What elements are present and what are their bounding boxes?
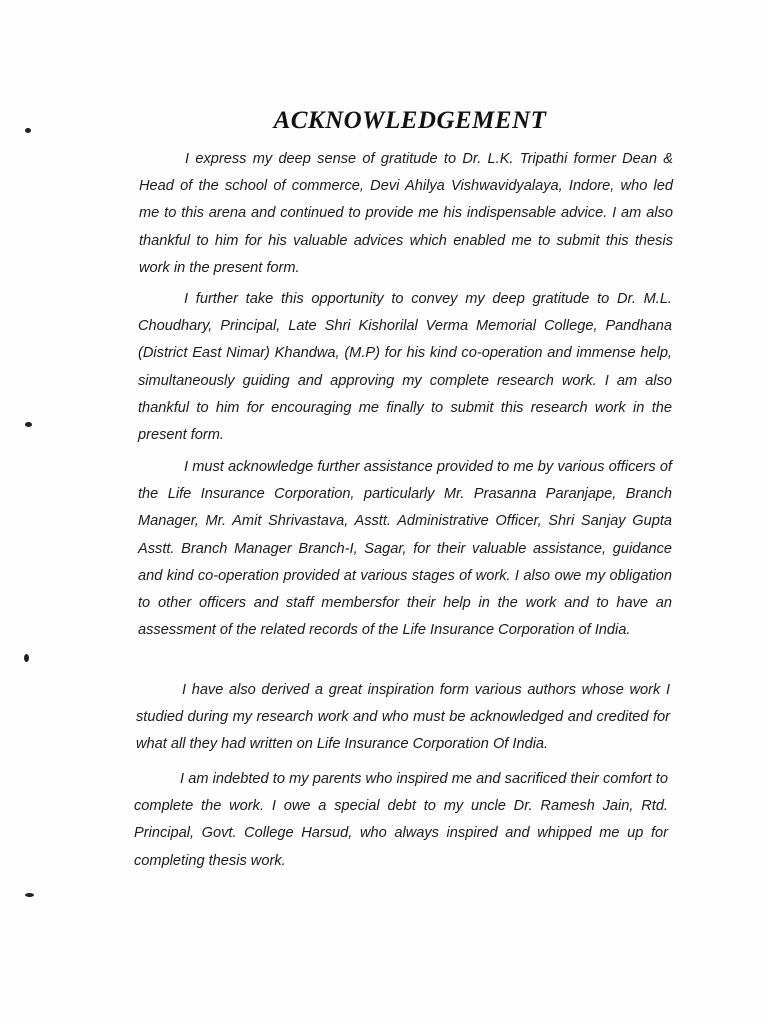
scan-speck-3 [24, 654, 29, 662]
paragraph-1: I express my deep sense of gratitude to Dr. L.K. Tripathi former Dean & Head of the school of commerce, Devi Ahilya Vishwavidyalaya, Indore, who led me to this arena and continued to provide me his indispensable advice. I am also thankful to him for his valuable advices which enabled me to submit this thesis work in the present form. [139, 151, 673, 276]
scan-speck-1 [25, 128, 31, 133]
paragraph-3: I must acknowledge further assistance provided to me by various officers of the Life Insurance Corporation, particularly Mr. Prasanna Paranjape, Branch Manager, Mr. Amit Shrivastava, Asstt. Administrative Officer, Shri Sanjay Gupta Asstt. Branch Manager Branch-I, Sagar, for their valuable assistance, guidance and kind co-operation provided at various stages of work. I also owe my obligation to other officers and staff membersfor their help in the work and to have an assessment of the related records of the Life Insurance Corporation of India. [138, 459, 672, 639]
paragraph-2: I further take this opportunity to convey my deep gratitude to Dr. M.L. Choudhary, Principal, Late Shri Kishorilal Verma Memorial College, Pandhana (District East Nimar) Khandwa, (M.P) for his kind co-operation and immense help, simultaneously guiding and approving my complete research work. I am also thankful to him for encouraging me finally to submit this research work in the present form. [138, 291, 672, 444]
scan-speck-4 [25, 893, 34, 897]
paragraph-4: I have also derived a great inspiration form various authors whose work I studied during my research work and who must be acknowledged and credited for what all they had written on Life Insurance Corporation Of India. [136, 682, 670, 753]
paragraph-5: I am indebted to my parents who inspired me and sacrificed their comfort to complete the work. I owe a special debt to my uncle Dr. Ramesh Jain, Rtd. Principal, Govt. College Harsud, who always inspired and whipped me up for completing thesis work. [134, 771, 668, 869]
scan-speck-2 [25, 422, 32, 427]
page-title: ACKNOWLEDGEMENT [273, 107, 547, 134]
